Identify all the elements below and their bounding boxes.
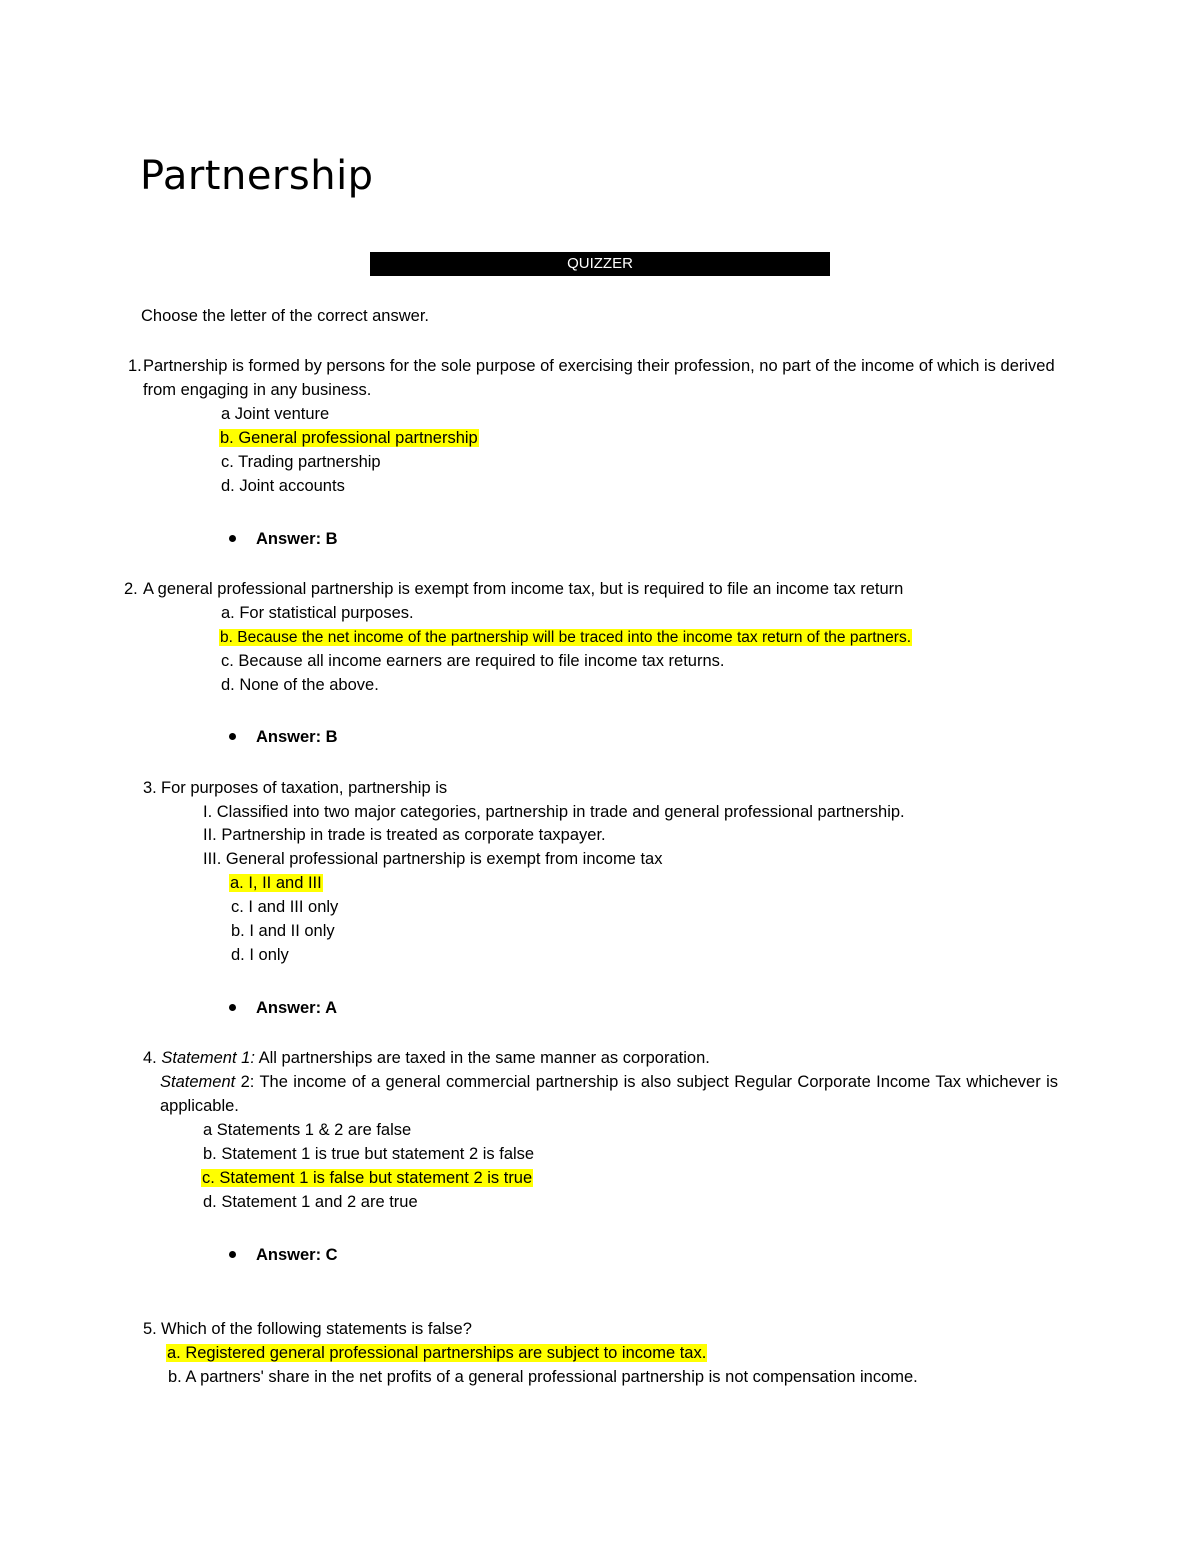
q3-choice-c: c. I and III only (231, 898, 339, 916)
q3-choice-d: d. I only (231, 946, 289, 964)
question-3-number: 3. (143, 779, 157, 797)
q4-choice-a: a Statements 1 & 2 are false (203, 1121, 412, 1139)
q4-choice-c-highlighted: c. Statement 1 is false but statement 2 is true (202, 1169, 533, 1187)
question-5-number: 5. (143, 1320, 157, 1338)
question-3-text: For purposes of taxation, partnership is (161, 779, 448, 797)
q1-choice-d: d. Joint accounts (221, 477, 345, 495)
bullet-icon (229, 535, 236, 542)
q3-statement-3: III. General professional partnership is exempt from income tax (203, 850, 663, 868)
q4-answer: Answer: C (256, 1246, 338, 1264)
bullet-icon (229, 1251, 236, 1258)
page-title: Partnership (140, 153, 374, 199)
q3-choice-a-highlighted: a. I, II and III (230, 874, 322, 892)
q3-answer: Answer: A (256, 999, 337, 1017)
q1-choice-a: a Joint venture (221, 405, 330, 423)
q5-choice-a-highlighted: a. Registered general professional partnerships are subject to income tax. (167, 1344, 707, 1362)
q4-statement-1-text: All partnerships are taxed in the same manner as corporation. (258, 1049, 710, 1067)
q1-answer: Answer: B (256, 530, 338, 548)
q2-choice-a: a. For statistical purposes. (221, 604, 414, 622)
q4-statement-2-text: : The income of a general commercial partnership is also subject Regular Corporate Income Tax whichever is applicable. (160, 1073, 1058, 1115)
bullet-icon (229, 733, 236, 740)
q2-choice-c: c. Because all income earners are required to file income tax returns. (221, 652, 725, 670)
q4-choice-b: b. Statement 1 is true but statement 2 is false (203, 1145, 535, 1163)
q2-choice-d: d. None of the above. (221, 676, 379, 694)
q2-answer: Answer: B (256, 728, 338, 746)
q3-statement-1: I. Classified into two major categories, partnership in trade and general professional partnership. (203, 803, 905, 821)
q1-choice-b-highlighted: b. General professional partnership (220, 429, 478, 447)
q5-choice-b: b. A partners' share in the net profits of a general professional partnership is not compensation income. (168, 1368, 918, 1386)
question-5-text: Which of the following statements is false? (161, 1320, 472, 1338)
question-2-text: A general professional partnership is exempt from income tax, but is required to file an income tax return (143, 580, 904, 598)
quizzer-banner: QUIZZER (370, 252, 830, 276)
question-1-number: 1. (128, 357, 142, 375)
question-1-text: Partnership is formed by persons for the sole purpose of exercising their profession, no part of the income of which is derived from engaging in any business. (143, 357, 1055, 399)
question-4-number: 4. (143, 1049, 157, 1067)
instructions: Choose the letter of the correct answer. (141, 307, 429, 325)
bullet-icon (229, 1004, 236, 1011)
q4-choice-d: d. Statement 1 and 2 are true (203, 1193, 418, 1211)
q2-choice-b-highlighted: b. Because the net income of the partnership will be traced into the income tax return of the partners. (220, 629, 911, 646)
question-2-number: 2. (124, 580, 138, 598)
q3-choice-b: b. I and II only (231, 922, 335, 940)
q3-statement-2: II. Partnership in trade is treated as corporate taxpayer. (203, 826, 606, 844)
q4-statement-2-label: Statement (160, 1073, 236, 1091)
q1-choice-c: c. Trading partnership (221, 453, 381, 471)
q4-statement-2-number: 2 (240, 1073, 250, 1091)
q4-statement-1-label: Statement 1: (161, 1049, 255, 1067)
